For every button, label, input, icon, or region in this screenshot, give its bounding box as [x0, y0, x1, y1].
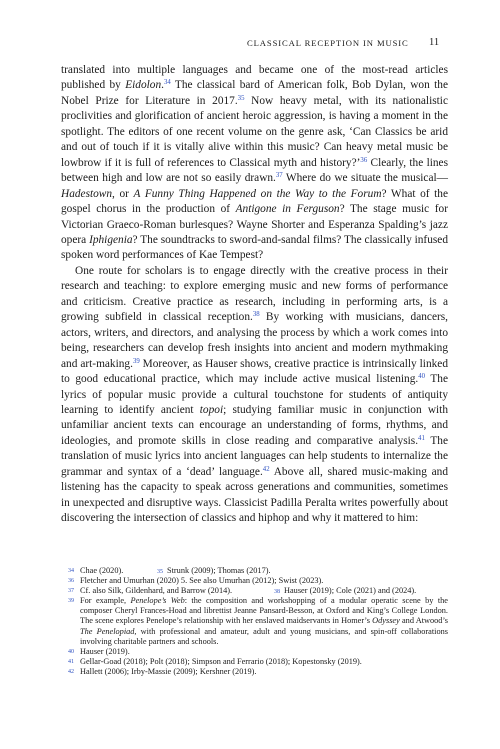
footnote-text: Fletcher and Umurhan (2020) 5. See also Umurhan (2012); Swist (2023).	[80, 576, 324, 586]
footnote-39: 39 For example, Penelope’s Web: the composition and workshopping of a modular operatic scene by the composer Cheryl Frances-Hoad and librettist Jeanne Pansard-Besson, at Oxford and King’s College London. The scene explores Penelope’s relationship with her enslaved maidservants in Homer’s Odyssey and Atwood’s The Penelopiad, with professional and amateur, adult and young musicians, and spin-off collaborations involving charitable partners and schools.	[68, 596, 448, 646]
footnote-ref-40[interactable]: 40	[418, 373, 426, 381]
footnote-ref-36[interactable]: 36	[360, 156, 368, 164]
footnote-number: 40	[68, 648, 74, 655]
running-title: CLASSICAL RECEPTION IN MUSIC	[247, 38, 409, 48]
page-number: 11	[429, 37, 440, 48]
footnote-34-35	[61, 566, 448, 576]
footnote-text: Hauser (2019).	[80, 646, 130, 656]
footnote-ref-37[interactable]: 37	[275, 172, 283, 180]
footnote-number: 35	[157, 569, 163, 575]
footnote-ref-35[interactable]: 35	[237, 94, 245, 102]
footnote-text: Hallett (2006); Irby-Massie (2009); Kershner (2019).	[80, 666, 257, 676]
footnote-number: 42	[68, 668, 74, 675]
footnote-42	[61, 667, 448, 677]
running-head	[247, 38, 447, 48]
body-text	[61, 63, 448, 527]
footnotes	[61, 566, 448, 677]
footnote-number: 38	[274, 589, 280, 596]
footnote-ref-34[interactable]: 34	[163, 79, 171, 87]
paragraph-1: translated into multiple languages and became one of the most-read articles published by Eidolon.$^{34}$ The classical bard of American folk, Bob Dylan, won the Nobel Prize for Literature in 2017.35 Now heavy metal, with its nationalistic proclivities and glorification of ancient heroic aggression, is having a moment in the spotlight. The editors of one recent volume on the genre ask, ‘Can Classics be arid and out of touch if it is vitally alive within this music? Can heavy metal music be lowbrow if it is full of references to Classical myth and history?’$^{36}$ Clearly, the lines between high and low are not so easily drawn.$^{37}$ Where do we situate the musical—Hadestown, or A Funny Thing Happened on the Way to the Forum? What of the gospel chorus in the production of Antigone in Ferguson? The stage music for Victorian Graeco-Roman burlesques? Wayne Shorter and Esperanza Spalding’s jazz opera Iphigenia? The soundtracks to sword-and-sandal films? The classically infused spoken word performances of Kae Tempest?	[61, 64, 449, 262]
footnote-36	[61, 576, 448, 586]
footnote-ref-41[interactable]: 41	[418, 434, 425, 442]
footnote-text: Chae (2020).	[80, 566, 124, 575]
paragraph-2: One route for scholars is to engage directly with the creative process in their research and teaching: to explore emerging music and new forms of performance and criticism. Creative practice as research, including in performing arts, is a growing subfield in classical reception.$^{38}$ By working with musicians, dancers, actors, writers, and directors, and analysing the process by which a work comes into being, researchers can develop fresh insights into ancient and modern mythmaking and art-making.$^{39}$ Moreover, as Hauser shows, creative practice is intrinsically linked to good educational practice, which may include active musical listening.$^{40}$ The lyrics of popular music provide a cultural touchstone for students of antiquity learning to identify ancient topoi; studying familiar music in conjunction with unfamiliar ancient texts can encourage an understanding of forms, rhythms, and ideologies, and promote skills in close reading and comparative analysis.$^{41}$ The translation of music lyrics into ancient languages can help students to internalize the grammar and syntax of a ‘dead’ language.$^{42}$ Above all, shared music-making and listening has the capacity to speak across generations and communities, sometimes in unexpected and disruptive ways. Classicist Padilla Peralta writes powerfully about discovering the intersection of classics and hiphop and why it mattered to him:	[61, 264, 449, 525]
footnote-37-38	[61, 586, 448, 596]
footnote-ref-42[interactable]: 42	[262, 465, 270, 473]
footnote-number: 41	[68, 658, 74, 665]
footnote-number: 39	[68, 598, 74, 605]
footnote-ref-39[interactable]: 39	[132, 357, 140, 365]
footnote-41	[61, 657, 448, 667]
footnote-40	[61, 647, 448, 657]
footnote-number: 34	[68, 568, 74, 574]
footnote-number: 36	[68, 578, 74, 585]
footnote-ref-38[interactable]: 38	[252, 311, 260, 319]
footnote-text: Gellar-Goad (2018); Polt (2018); Simpson and Ferrario (2018); Kopestonsky (2019).	[80, 656, 362, 666]
footnote-number: 37	[68, 588, 74, 595]
footnote-text: Strunk (2009); Thomas (2017).	[167, 566, 271, 575]
footnote-text: Cf. also Silk, Gildenhard, and Barrow (2014).	[80, 586, 233, 596]
footnote-text: Hauser (2019); Cole (2021) and (2024).	[284, 586, 417, 596]
